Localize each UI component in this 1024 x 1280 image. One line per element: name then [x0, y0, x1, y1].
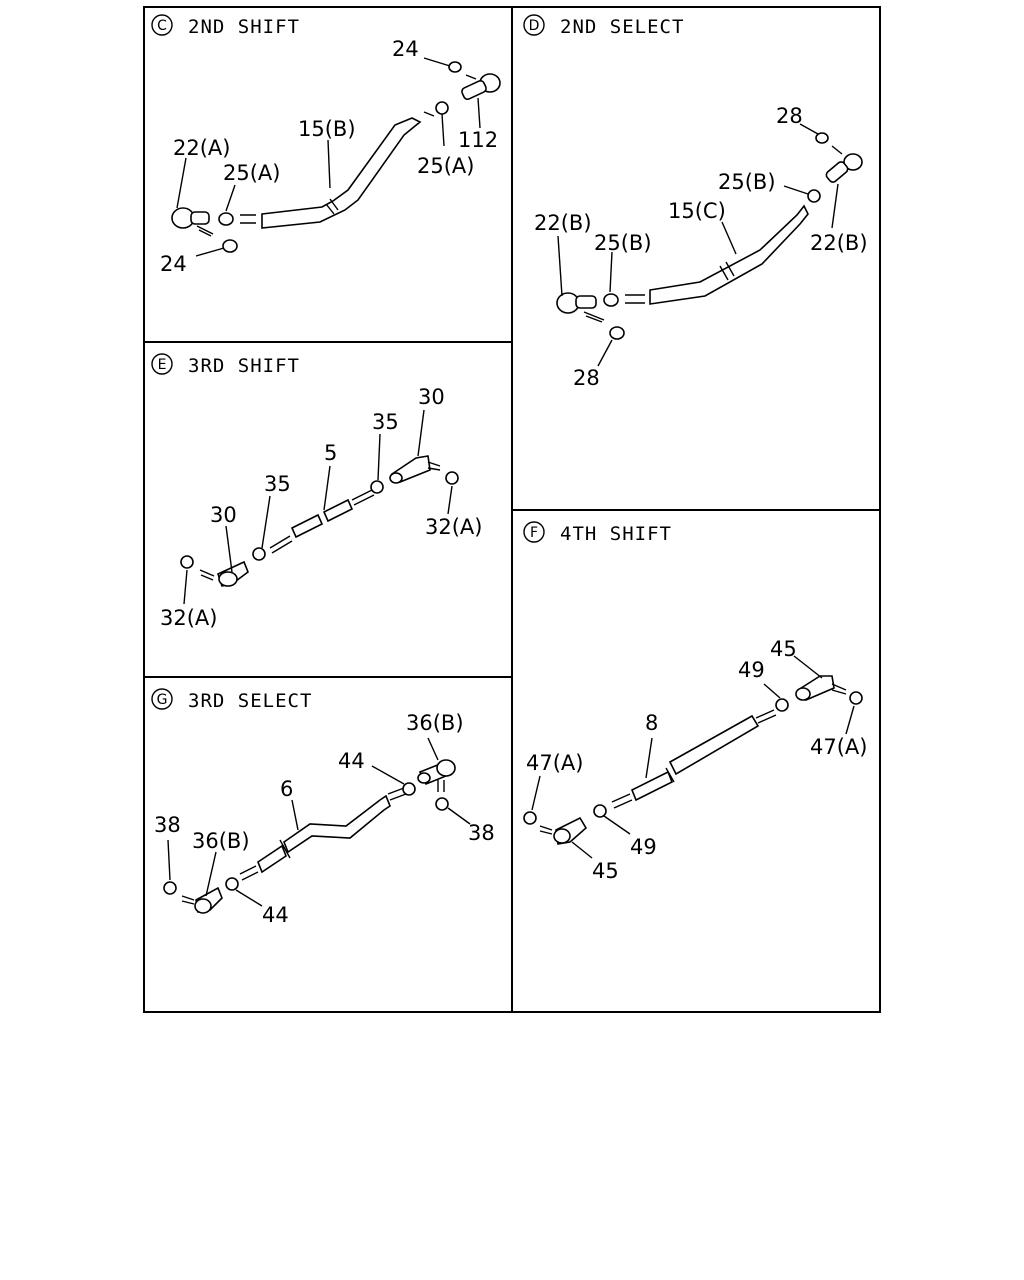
callout-38: 38 — [154, 813, 181, 837]
callout-49: 49 — [630, 835, 657, 859]
callout-24: 24 — [160, 252, 187, 276]
callout-25a: 25(A) — [223, 161, 281, 185]
callout-32a: 32(A) — [160, 606, 218, 630]
callout-28: 28 — [573, 366, 600, 390]
callout-47a: 47(A) — [526, 751, 584, 775]
callout-22b: 22(B) — [534, 211, 592, 235]
panel-letter: E — [157, 357, 167, 373]
panel-2nd-shift — [152, 15, 500, 276]
panel-title: 3RD SELECT — [188, 690, 313, 712]
panel-letter: D — [528, 18, 540, 34]
callout-15c: 15(C) — [668, 199, 726, 223]
panel-title: 3RD SHIFT — [188, 355, 300, 377]
panel-grid — [144, 7, 880, 1012]
panel-letter: G — [156, 692, 168, 708]
part-drawing — [164, 738, 470, 913]
callout-6: 6 — [280, 777, 294, 801]
panel-2nd-select — [524, 15, 868, 390]
panel-letter: C — [157, 18, 167, 34]
callout-35: 35 — [372, 410, 399, 434]
callout-36b: 36(B) — [192, 829, 250, 853]
callout-5: 5 — [324, 441, 338, 465]
callout-22b: 22(B) — [810, 231, 868, 255]
callout-30: 30 — [210, 503, 237, 527]
callout-36b: 36(B) — [406, 711, 464, 735]
panel-title: 2ND SHIFT — [188, 16, 300, 38]
callout-25b: 25(B) — [718, 170, 776, 194]
panel-title: 2ND SELECT — [560, 16, 685, 38]
callout-44: 44 — [262, 903, 289, 927]
callout-45: 45 — [770, 637, 797, 661]
panel-3rd-select — [152, 689, 495, 927]
callout-15b: 15(B) — [298, 117, 356, 141]
callout-30: 30 — [418, 385, 445, 409]
callout-47a: 47(A) — [810, 735, 868, 759]
panel-4th-shift — [524, 522, 867, 883]
callout-35: 35 — [264, 472, 291, 496]
callout-49: 49 — [738, 658, 765, 682]
callout-25b: 25(B) — [594, 231, 652, 255]
callout-28: 28 — [776, 104, 803, 128]
callout-112: 112 — [458, 128, 499, 152]
panel-3rd-shift — [152, 354, 482, 630]
callout-8: 8 — [645, 711, 659, 735]
callout-45: 45 — [592, 859, 619, 883]
callout-22a: 22(A) — [173, 136, 231, 160]
panel-letter: F — [529, 525, 539, 541]
panel-title: 4TH SHIFT — [560, 523, 672, 545]
callout-25a: 25(A) — [417, 154, 475, 178]
callout-32a: 32(A) — [425, 515, 483, 539]
callout-38: 38 — [468, 821, 495, 845]
callout-24: 24 — [392, 37, 419, 61]
callout-44: 44 — [338, 749, 365, 773]
